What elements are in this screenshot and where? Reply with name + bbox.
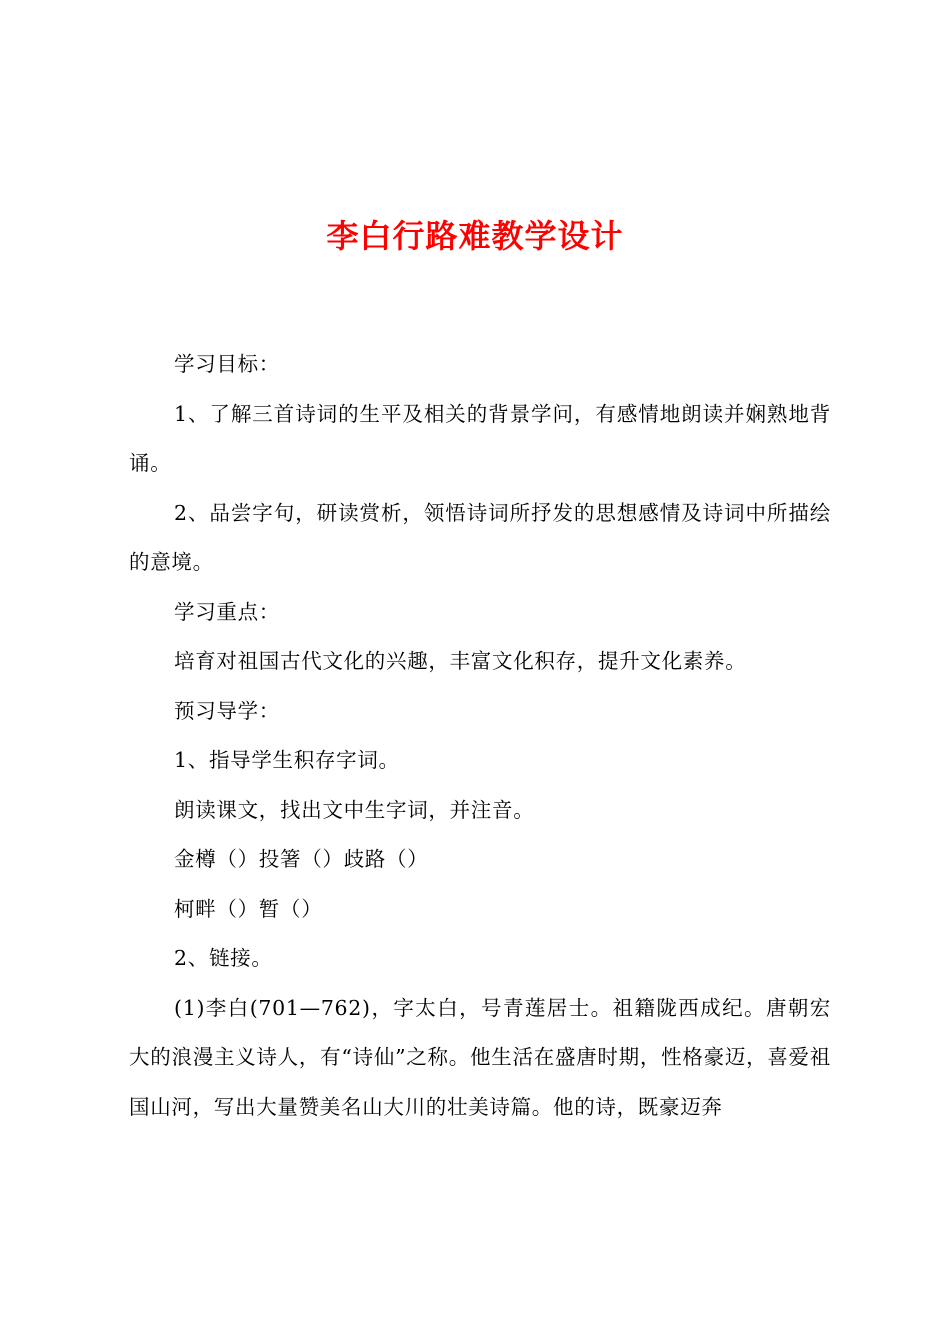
heading-learning-focus: 学习重点： — [174, 599, 280, 624]
guide-item-2: 2、链接。 — [174, 946, 273, 970]
document-body — [129, 340, 831, 1132]
author-bio: (1)李白(701—762)，字太白，号青莲居士。祖籍陇西成纪。唐朝宏大的浪漫主义诗人，有“诗仙”之称。他生活在盛唐时期，性格豪迈，喜爱祖国山河，写出大量赞美名山大川的壮美诗篇。他的诗，既豪迈奔 — [129, 995, 831, 1119]
focus-text: 培育对祖国古代文化的兴趣，丰富文化积存，提升文化素养。 — [174, 649, 747, 673]
objective-item-2: 2、品尝字句，研读赏析，领悟诗词所抒发的思想感情及诗词中所描绘的意境。 — [129, 500, 831, 574]
guide-instruction: 朗读课文，找出文中生字词，并注音。 — [174, 797, 535, 822]
vocab-line-2: 柯畔（）暂（） — [174, 896, 323, 921]
guide-item-1: 1、指导学生积存字词。 — [174, 748, 400, 772]
heading-preview-guide: 预习导学： — [174, 698, 280, 723]
document-title: 李白行路难教学设计 — [326, 217, 624, 255]
vocab-line-1: 金樽（）投箸（）歧路（） — [174, 847, 429, 871]
objective-item-1: 1、了解三首诗词的生平及相关的背景学问，有感情地朗读并娴熟地背诵。 — [129, 401, 831, 475]
heading-learning-objectives: 学习目标： — [174, 352, 280, 376]
